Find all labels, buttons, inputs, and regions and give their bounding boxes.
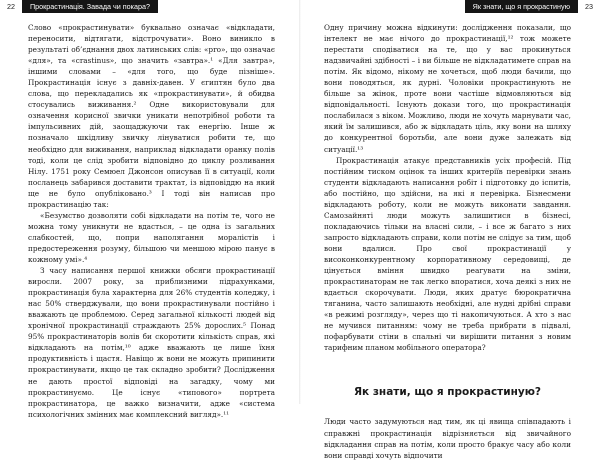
left-page-body (28, 22, 275, 420)
right-paragraph-1: Одну причину можна відкинути: дослідження показали, що інтелект не має нічого до прокрастинації,¹² тож можете перестати сподіватися на те, що у вас прокинуться надзвичайні здібності – і ви більше не відкладатимете справ на потім. Як відомо, нікому не хочеться, щоб люди бачили, що вони поводяться, як дурні. Чоловіки прокрастинують не більше за жінок, проте вони частіше відмовляються від відповідальності. Існують докази того, що прокрастинація послабилася з віком. Можливо, люди не хочуть марнувати час, який їм залишився, або ж відкладать ціль, яку вони на шляху до конкурентної боротьби, але вони дуже залежать від ситуації.¹³ (324, 23, 571, 154)
left-paragraph-1: Слово «прокрастинувати» буквально означає «відкладати, переносити, відтягати, відстрочувати». Воно виникло в результаті об’єднання двох латинських слів: «pro», що означає «для», та «crastinus», що значить «завтра».¹ «Для завтра», іншими словами – «для того, що буде пізніше». Прокрастинація існує з давніх-давен. У єгиптян було два слова, що перекладались як «прокрастинувати», й обидва стосувались виживання.² Одне використовували для означення корисної звички уникати непотрібної роботи та імпульсивних дій, заощаджуючи так енергію. Інше ж позначало шкідливу звичку лінуватися робити те, що необхідно для виживання, наприклад відкладати оранку полів тоді, коли це слід зробити відповідно до циклу розливання Нілу. 1751 року Семюел Джонсон описував її в ситуації, коли посланець забарився доставити трактат, із відповіддю на який ще не було опубліковано.³ І тоді він написав про прокрастинацію так: (28, 23, 275, 209)
left-paragraph-quote: «Безумство дозволяти собі відкладати на потім те, чого не можна тому уникнути не вдасться, – це одна із загальних слабкостей, що, попри наполягання моралістів і предостереження розуму, більшою чи меншою мірою панує в кожному умі».⁴ (28, 210, 275, 264)
right-page-body (324, 22, 571, 461)
right-header-bar (465, 0, 578, 13)
section-heading: Як знати, що я прокрастиную? (353, 386, 542, 399)
right-running-header (300, 0, 600, 13)
right-paragraph-2: Прокрастинація атакує представників усіх професій. Під постійним тиском оцінок та інших критеріїв перевірки знань студенти відкладають написання робіт і підготовку до іспитів, або постійно, що здійсни, на які я перевірка. Бізнесмени відкладають роботу, коли не можуть виконати завдання. Самозайняті люди можуть залишитися в бізнесі, покладаючись тільки на власні сили, – і все ж багато з них запросто відкладають справи, коли потім не слідує за тим, щоб вони вдалися. Про свої прокрастинації у високонконкурентному корпоративному середовищі, де цінується вміння швидко реагувати на зміни, прокрастинаторам не так легко впоратися, хоча деякі з них не вдається скорочувати. Люди, яких дратує бюрократична тяганина, часто залишають необхідні, але нудні дрібні справи «в режимі розгляду», через що ті накопичуються. А хто з нас не мучився питанням: чому не треба прибрати в підвалі, пофарбувати стіни в спальні чи вирішити питання з новим тарифним планом мобільного оператора? (324, 155, 571, 353)
left-page-number: 22 (0, 0, 22, 13)
left-running-header (0, 0, 300, 13)
left-paragraph-3: З часу написання першої книжки обсяги прокрастинації виросли. 2007 року, за приблизними підрахунками, прокрастинація була характерна для 26% студентів коледжу, і нас 50% стверджували, що вони прокрастинували постійно і вважають це проблемою. Серед загальної кількості людей від хронічної прокрастинації страждають 25% дорослих.⁵ Понад 95% прокрастинаторів волів би скоротити кількість справ, які відкладають на потім,¹⁰ адже вважають це лише їхня продуктивність і щастя. Навіщо ж вони не можуть припинити прокрастинувати, якщо це так складно зробити? Дослідження не дають простої відповіді на загадку, чому ми прокрастинуємо. Це існує «типового» портрета прокрастинатора, це важко визначити, адже «система психологічних змінних має комплексний вигляд».¹¹ (28, 266, 275, 419)
book-gutter (299, 0, 301, 404)
right-page-number: 23 (578, 0, 600, 13)
right-header-title: Як знати, що я прокрастиную (472, 2, 570, 11)
left-header-title: Прокрастинація. Завада чи покара? (30, 2, 150, 11)
right-section-paragraph: Люди часто задумуються над тим, як ці явища співпадають і справжні прокрастинація відрізняється від звичайного відкладання справ на потім, коли просто бракує часу або коли вони справді хочуть відпочити (324, 417, 571, 460)
left-header-bar (22, 0, 158, 13)
